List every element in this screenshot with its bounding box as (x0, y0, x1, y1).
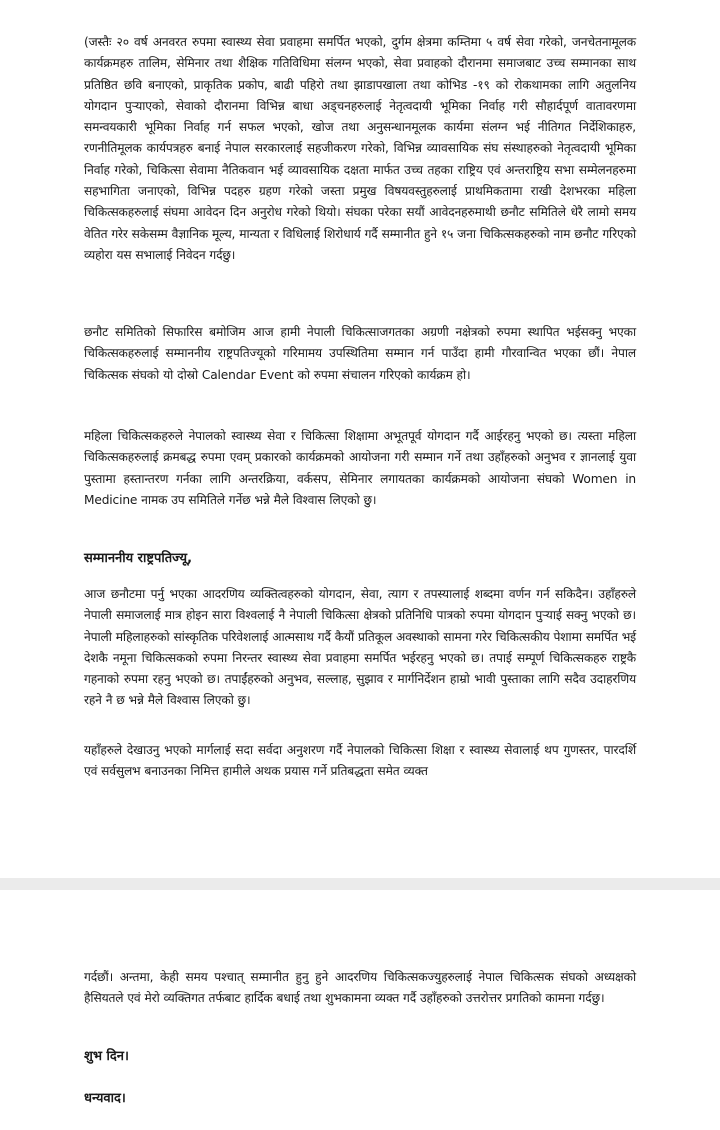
paragraph-commitment: यहाँहरुले देखाउनु भएको मार्गलाई सदा सर्वदा अनुशरण गर्दै नेपालको चिकित्सा शिक्षा र स्वास्थ्य सेवालाई थप गुणस्तर, पारदर्शि एवं सर्वसुलभ बनाउनका निमित्त हामीले अथक प्रयास गर्ने प्रतिबद्धता समेत व्यक्त (84, 743, 636, 779)
paragraph-honorees-contribution: आज छनौटमा पर्नु भएका आदरणिय व्यक्तित्वहरुको योगदान, सेवा, त्याग र तपस्यालाई शब्दमा वर्णन गर्न सकिदैन। उहाँहरुले नेपाली समाजलाई मात्र होइन सारा विश्वलाई नै नेपाली चिकित्सा क्षेत्रको प्रतिनिधि पात्रको रुपमा योगदान पुऱ्याई सक्नु भएको छ। नेपाली महिलाहरुको सांस्कृतिक परिवेशलाई आत्मसाथ गर्दै कैयौं प्रतिकूल अवस्थाको सामना गरेर चिकित्सकीय पेशामा समर्पित भई देशकै नमूना चिकित्सकको रुपमा निरन्तर स्वास्थ्य सेवा प्रवाहमा समर्पित भईरहनु भएको छ। तपाई सम्पूर्ण चिकित्सकहरु राष्ट्रकै गहनाको रुपमा रहनु भएको छ। तपाईंहरुको अनुभव, सल्लाह, सुझाव र मार्गनिर्देशन हाम्रो भावी पुस्ताका लागि सदैव उदाहरणिय रहने नै छ भन्ने मैले विश्वास लिएको छु। (84, 587, 636, 708)
paragraph-congratulations: गर्दछौं। अन्तमा, केही समय पश्चात् सम्मानीत हुनु हुने आदरणिय चिकित्सकज्युहरुलाई नेपाल चिकित्सक संघको अध्यक्षको हैसियतले एवं मेरो व्यक्तिगत तर्फबाट हार्दिक बधाई तथा शुभकामना व्यक्त गर्दै उहाँहरुको उत्तरोत्तर प्रगतिको कामना गर्दछु। (84, 970, 636, 1006)
closing-good-day: शुभ दिन। (84, 1049, 129, 1064)
paragraph-women-in-medicine: महिला चिकित्सकहरुले नेपालको स्वास्थ्य सेवा र चिकित्सा शिक्षामा अभूतपूर्व योगदान गर्दै आईरहनु भएको छ। त्यस्ता महिला चिकित्सकहरुलाई क्रमबद्ध रुपमा एवम् प्रकारको कार्यक्रमको आयोजना गरी सम्मान गर्ने तथा उहाँहरुको अनुभव र ज्ञानलाई युवा पुस्तामा हस्तान्तरण गर्नका लागि अन्तरक्रिया, वर्कसप, सेमिनार लगायतका कार्यक्रमको आयोजना संघको Women in Medicine नामक उप समितिले गर्नेछ भन्ने मैले विश्वास लिएको छु। (84, 429, 636, 507)
page-separator (0, 878, 720, 890)
salutation-heading: सम्माननीय राष्ट्रपतिज्यू, (84, 551, 193, 566)
paragraph-committee-recommendation: छनौट समितिको सिफारिस बमोजिम आज हामी नेपाली चिकित्साजगतका अग्रणी नक्षेत्रको रुपमा स्थापित भईसक्नु भएका चिकित्सकहरुलाई सम्माननीय राष्ट्रपतिज्यूको गरिमामय उपस्थितिमा सम्मान गर्न पाउँदा हामी गौरवान्वित भएका छौं। नेपाल चिकित्सक संघको यो दोस्रो Calendar Event को रुपमा संचालन गरिएको कार्यक्रम हो। (84, 325, 636, 382)
closing-thank-you: धन्यवाद। (84, 1091, 126, 1106)
paragraph-selection-criteria: (जस्तैः २० वर्ष अनवरत रुपमा स्वास्थ्य सेवा प्रवाहमा समर्पित भएको, दुर्गम क्षेत्रमा कम्तिमा ५ वर्ष सेवा गरेको, जनचेतनामूलक कार्यक्रमहरु तालिम, सेमिनार तथा शैक्षिक गतिविधिमा संलग्न भएको, सेवा प्रवाहको दौरानमा समाजबाट उच्च सम्मानका साथ प्रतिष्ठित छवि बनाएको, प्राकृतिक प्रकोप, बाढी पहिरो तथा झाडापखाला तथा कोभिड -१९ को रोकथामका लागि अतुलनिय योगदान पुऱ्याएको, सेवाको दौरानमा विभिन्न बाधा अड्चनहरुलाई नेतृत्वदायी भूमिका निर्वाह गरी सौहार्दपूर्ण वातावरणमा समन्वयकारी भूमिका निर्वाह गर्न सफल भएको, खोज तथा अनुसन्धानमूलक कार्यमा संलग्न भई नीतिगत निर्देशिकाहरु, रणनीतिमूलक कार्यपत्रहरु बनाई नेपाल सरकारलाई सहजीकरण गरेको, विभिन्न व्यावसायिक संघ संस्थाहरुको नेतृत्वदायी भूमिका निर्वाह गरेको, चिकित्सा सेवामा नैतिकवान भई व्यावसायिक दक्षता मार्फत उच्च तहका राष्ट्रिय एवं अन्तराष्ट्रिय सभा सम्मेलनहरुमा सहभागिता जनाएको, विभिन्न पदहरु ग्रहण गरेको जस्ता प्रमुख विषयवस्तुहरुलाई प्राथमिकतामा राखी देशभरका महिला चिकित्सकहरुलाई संघमा आवेदन दिन अनुरोध गरेको थियो। संघका परेका सयौं आवेदनहरुमाथी छनौट समितिले धेरै लामो समय वेतित गरेर सकेसम्म वैज्ञानिक मूल्य, मान्यता र विधिलाई शिरोधार्य गर्दै सम्मानीत हुने १५ जना चिकित्सकहरुको नाम छनौट गरिएको व्यहोरा यस सभालाई निवेदन गर्दछु। (84, 35, 636, 262)
